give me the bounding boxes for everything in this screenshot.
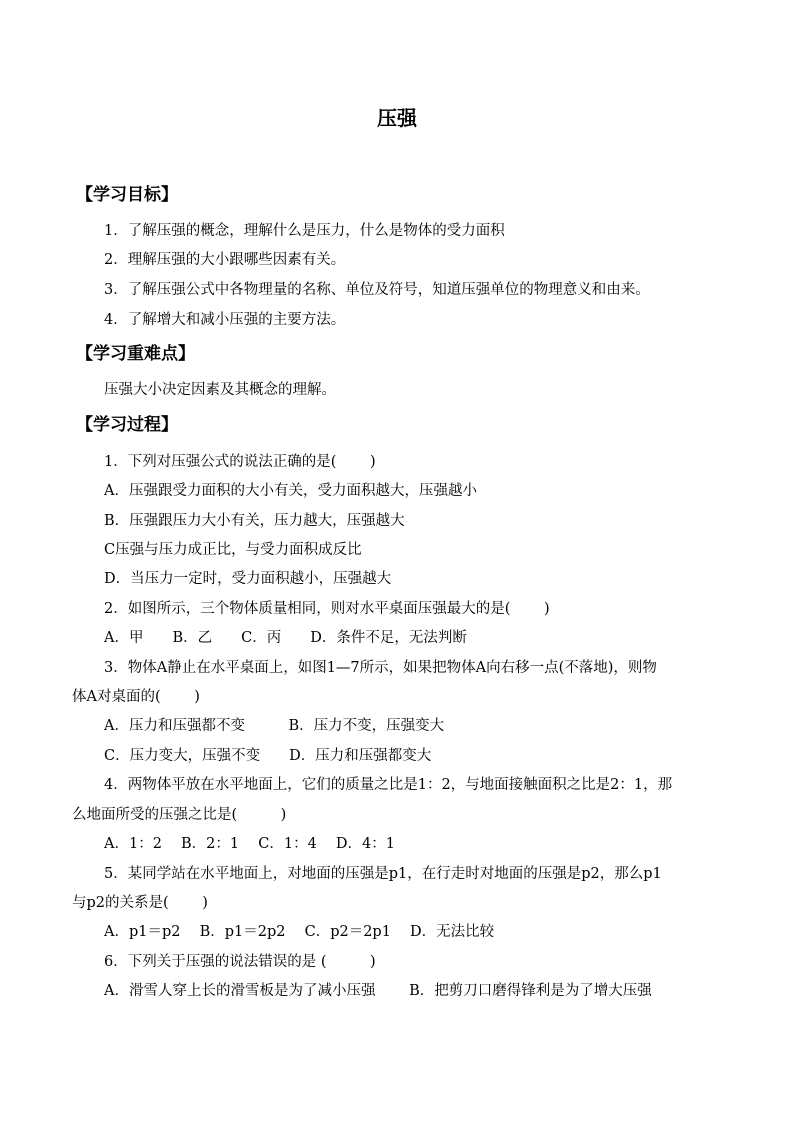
- question-1-option-c: C压强与压力成正比，与受力面积成反比: [104, 542, 362, 558]
- keypoints-text: 压强大小决定因素及其概念的理解。: [104, 382, 336, 398]
- section-heading-goals: 【学习目标】: [76, 185, 178, 205]
- question-5-stem-line2: 与p2的关系是( ): [72, 895, 208, 911]
- goal-item-4: 4．了解增大和减小压强的主要方法。: [104, 312, 346, 328]
- question-3-options-row2: C．压力变大，压强不变 D．压力和压强都变大: [104, 748, 432, 764]
- question-3-options-row1: A．压力和压强都不变 B．压力不变，压强变大: [104, 718, 445, 734]
- question-1-option-b: B．压强跟压力大小有关，压力越大，压强越大: [104, 513, 405, 529]
- question-4-options: A．1：2 B．2：1 C．1：4 D．4：1: [104, 836, 395, 852]
- question-4-stem-line1: 4．两物体平放在水平地面上，它们的质量之比是1：2，与地面接触面积之比是2：1，那: [104, 777, 673, 793]
- section-heading-keypoints: 【学习重难点】: [76, 344, 195, 364]
- question-1-stem: 1．下列对压强公式的说法正确的是( ): [104, 454, 376, 470]
- goal-item-2: 2．理解压强的大小跟哪些因素有关。: [104, 252, 346, 268]
- question-6-options-row1: A．滑雪人穿上长的滑雪板是为了减小压强 B．把剪刀口磨得锋利是为了增大压强: [104, 983, 652, 999]
- question-2-stem: 2．如图所示，三个物体质量相同，则对水平桌面压强最大的是( ): [104, 601, 550, 617]
- question-4-stem-line2: 么地面所受的压强之比是( ): [72, 807, 287, 823]
- page-title: 压强: [377, 106, 417, 130]
- question-5-stem-line1: 5．某同学站在水平地面上，对地面的压强是p1，在行走时对地面的压强是p2，那么p1: [104, 866, 662, 882]
- question-3-stem-line2: 体A对桌面的( ): [72, 689, 200, 705]
- goal-item-1: 1．了解压强的概念，理解什么是压力，什么是物体的受力面积: [104, 223, 505, 239]
- question-6-stem: 6．下列关于压强的说法错误的是 ( ): [104, 954, 376, 970]
- question-1-option-d: D．当压力一定时，受力面积越小，压强越大: [104, 571, 392, 587]
- question-5-options: A．p1＝p2 B．p1＝2p2 C．p2＝2p1 D．无法比较: [104, 924, 495, 940]
- question-3-stem-line1: 3．物体A静止在水平桌面上，如图1—7所示，如果把物体A向右移一点(不落地)，则物: [104, 660, 657, 676]
- question-1-option-a: A．压强跟受力面积的大小有关，受力面积越大，压强越小: [104, 483, 477, 499]
- section-heading-process: 【学习过程】: [76, 415, 178, 435]
- question-2-options: A．甲 B．乙 C．丙 D．条件不足，无法判断: [104, 630, 467, 646]
- goal-item-3: 3．了解压强公式中各物理量的名称、单位及符号，知道压强单位的物理意义和由来。: [104, 282, 650, 298]
